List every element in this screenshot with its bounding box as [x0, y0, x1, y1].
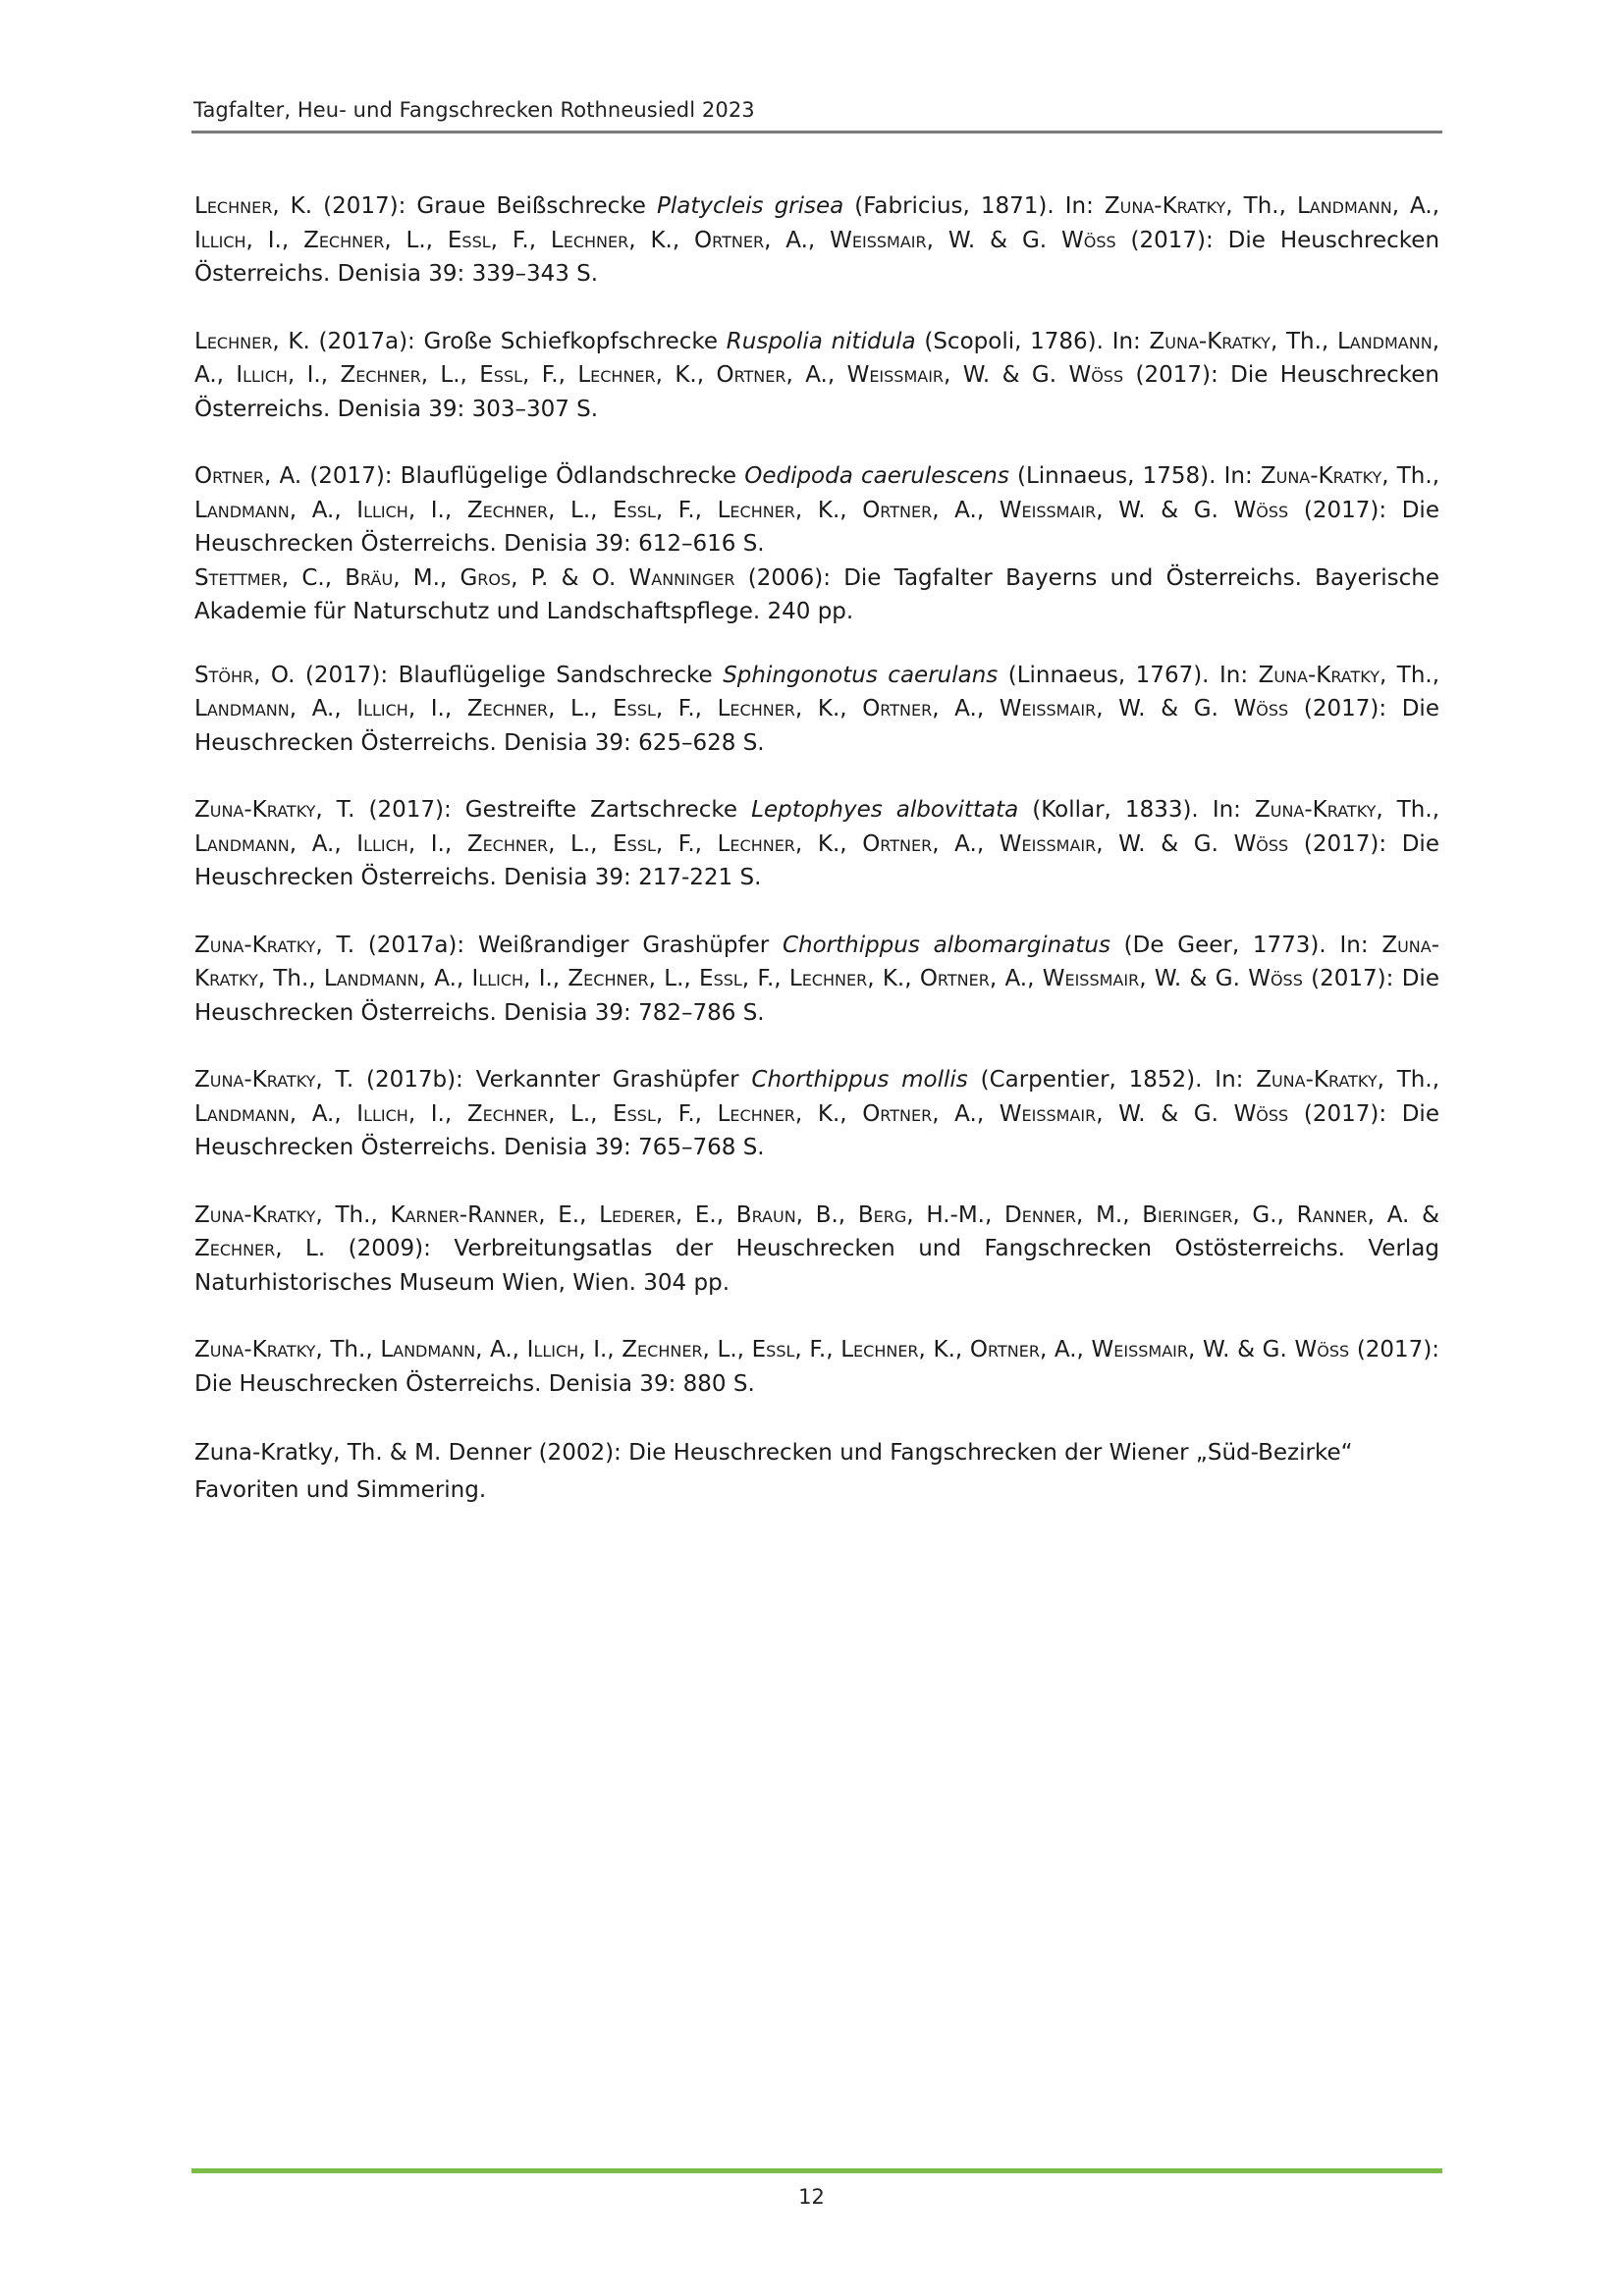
- reference-entry: Zuna-Kratky, Th., Karner-Ranner, E., Lederer, E., Braun, B., Berg, H.-M., Denner, M., Bieringer, G., Ranner, A. & Zechner, L. (2009): Verbreitungsatlas der Heuschrecken und Fangschrecken Ostösterreichs. Verlag Naturhistorisches Museum Wien, Wien. 304 pp.: [194, 1201, 1440, 1296]
- reference-entry: Lechner, K. (2017): Graue Beißschrecke Platycleis grisea (Fabricius, 1871). In: Zuna-Kratky, Th., Landmann, A., Illich, I., Zechner, L., Essl, F., Lechner, K., Ortner, A., Weißmair, W. & G. Wöss (2017): Die Heuschrecken Österreichs. Denisia 39: 339–343 S.: [194, 193, 1440, 287]
- reference-entry: Stöhr, O. (2017): Blauflügelige Sandschrecke Sphingonotus caerulans (Linnaeus, 1767). In: Zuna-Kratky, Th., Landmann, A., Illich, I., Zechner, L., Essl, F., Lechner, K., Ortner, A., Weißmair, W. & G. Wöss (2017): Die Heuschrecken Österreichs. Denisia 39: 625–628 S.: [194, 662, 1440, 756]
- reference-list: [194, 189, 1439, 1509]
- reference-entry: Zuna-Kratky, Th. & M. Denner (2002): Die Heuschrecken und Fangschrecken der Wiener „Süd-Bezirke“ Favoriten und Simmering.: [194, 1440, 1353, 1503]
- running-header: Tagfalter, Heu- und Fangschrecken Rothneusiedl 2023: [193, 98, 755, 122]
- footer-divider: [191, 2168, 1442, 2173]
- header-divider: [191, 131, 1442, 133]
- reference-entry: Zuna-Kratky, T. (2017): Gestreifte Zartschrecke Leptophyes albovittata (Kollar, 1833). In: Zuna-Kratky, Th., Landmann, A., Illich, I., Zechner, L., Essl, F., Lechner, K., Ortner, A., Weißmair, W. & G. Wöss (2017): Die Heuschrecken Österreichs. Denisia 39: 217-221 S.: [194, 797, 1440, 890]
- reference-entry: Zuna-Kratky, T. (2017b): Verkannter Grashüpfer Chorthippus mollis (Carpentier, 1852). In: Zuna-Kratky, Th., Landmann, A., Illich, I., Zechner, L., Essl, F., Lechner, K., Ortner, A., Weißmair, W. & G. Wöss (2017): Die Heuschrecken Österreichs. Denisia 39: 765–768 S.: [194, 1067, 1439, 1160]
- reference-entry: Ortner, A. (2017): Blauflügelige Ödlandschrecke Oedipoda caerulescens (Linnaeus, 1758). In: Zuna-Kratky, Th., Landmann, A., Illich, I., Zechner, L., Essl, F., Lechner, K., Ortner, A., Weißmair, W. & G. Wöss (2017): Die Heuschrecken Österreichs. Denisia 39: 612–616 S.: [194, 463, 1440, 557]
- page-number: 12: [798, 2185, 825, 2209]
- reference-entry: Zuna-Kratky, T. (2017a): Weißrandiger Grashüpfer Chorthippus albomarginatus (De Geer, 1773). In: Zuna-Kratky, Th., Landmann, A., Illich, I., Zechner, L., Essl, F., Lechner, K., Ortner, A., Weißmair, W. & G. Wöss (2017): Die Heuschrecken Österreichs. Denisia 39: 782–786 S.: [194, 932, 1439, 1026]
- reference-entry: Stettmer, C., Bräu, M., Gros, P. & O. Wanninger (2006): Die Tagfalter Bayerns und Österreichs. Bayerische Akademie für Naturschutz und Landschaftspflege. 240 pp.: [194, 564, 1440, 624]
- reference-entry: Lechner, K. (2017a): Große Schiefkopfschrecke Ruspolia nitidula (Scopoli, 1786). In: Zuna-Kratky, Th., Landmann, A., Illich, I., Zechner, L., Essl, F., Lechner, K., Ortner, A., Weißmair, W. & G. Wöss (2017): Die Heuschrecken Österreichs. Denisia 39: 303–307 S.: [194, 328, 1440, 422]
- reference-entry: Zuna-Kratky, Th., Landmann, A., Illich, I., Zechner, L., Essl, F., Lechner, K., Ortner, A., Weißmair, W. & G. Wöss (2017): Die Heuschrecken Österreichs. Denisia 39: 880 S.: [194, 1337, 1440, 1397]
